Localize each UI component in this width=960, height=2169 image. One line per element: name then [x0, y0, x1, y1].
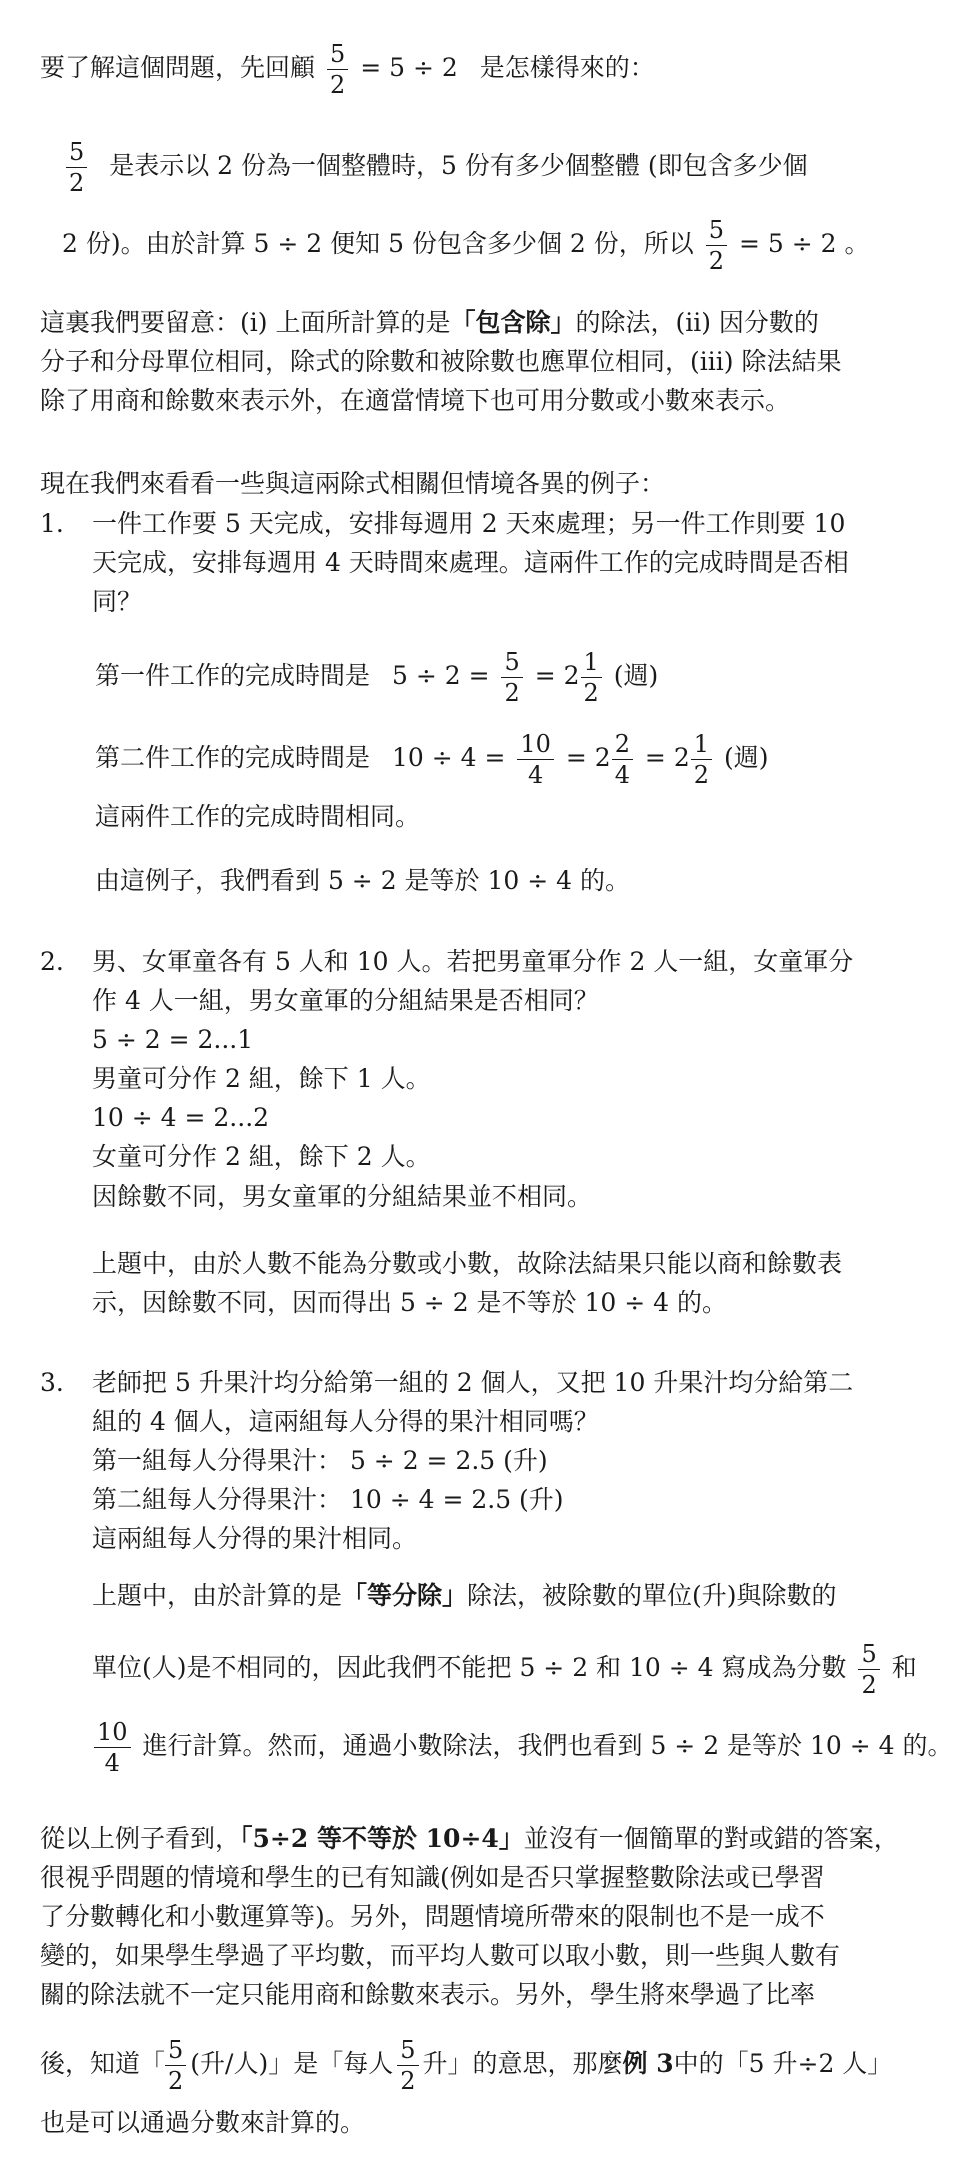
example-1-line-1: 一件工作要 5 天完成，安排每週用 2 天來處理；另一件工作則要 10 [92, 509, 846, 538]
summary-line-4: 變的，如果學生學過了平均數，而平均人數可以取小數，則一些與人數有 [40, 1941, 841, 1970]
explain-text: 是表示以 2 份為一個整體時，5 份有多少個整體 (即包含多少個 [109, 151, 808, 180]
example-1-line-3: 同？ [92, 587, 143, 616]
example-3-conclusion-2: 單位(人)是不相同的，因此我們不能把 5 ÷ 2 和 10 ÷ 4 寫成為分數 $\frac{5}{2}$ 和 [92, 1640, 917, 1699]
example-1-number: 1. [40, 509, 64, 538]
example-3-line-4: 第二組每人分得果汁： 10 ÷ 4 = 2.5 (升) [92, 1485, 564, 1514]
fraction: $\frac{5}{2}$ [66, 140, 87, 195]
example-3-conclusion-1: 上題中，由於計算的是「等分除」除法，被除數的單位(升)與除數的 [92, 1581, 837, 1610]
example-3-line-5: 這兩組每人分得的果汁相同。 [92, 1524, 418, 1553]
example-2-line-2: 作 4 人一組，男女童軍的分組結果是否相同？ [92, 986, 599, 1015]
note-line-2: 分子和分母單位相同，除式的除數和被除數也應單位相同，(iii) 除法結果 [40, 347, 842, 376]
summary-line-1: 從以上例子看到，「5÷2 等不等於 10÷4」並沒有一個簡單的對或錯的答案， [40, 1824, 899, 1853]
example-3-line-2: 組的 4 個人，這兩組每人分得的果汁相同嗎？ [92, 1407, 599, 1436]
example-1-conclusion-1: 這兩件工作的完成時間相同。 [95, 802, 421, 831]
intro-text-end: 是怎樣得來的： [479, 53, 655, 82]
fraction: $\frac{5}{2}$ [706, 218, 727, 273]
note-line-3: 除了用商和餘數來表示外，在適當情境下也可用分數或小數來表示。 [40, 386, 791, 415]
examples-intro: 現在我們來看看一些與這兩除式相關但情境各異的例子： [40, 469, 666, 498]
term-equal-sharing-division: 「等分除」 [342, 1581, 468, 1610]
example-1-answer-2: 第二件工作的完成時間是 10 ÷ 4 = $\frac{10}{4}$ = 2 $\frac{2}{4}$ = 2 $\frac{1}{2}$ (週) [95, 730, 769, 789]
intro-line [40, 42, 655, 97]
summary-line-2: 很視乎問題的情境和學生的已有知識(例如是否只掌握整數除法或已學習 [40, 1863, 825, 1892]
explain-text: = 5 ÷ 2 。 [738, 229, 870, 258]
example-2-line-5: 10 ÷ 4 = 2...2 [92, 1103, 270, 1132]
example-3-number: 3. [40, 1368, 64, 1397]
explain-line-2 [62, 218, 869, 273]
example-2-conclusion-2: 示，因餘數不同，因而得出 5 ÷ 2 是不等於 10 ÷ 4 的。 [92, 1288, 727, 1317]
explain-line-1 [62, 140, 808, 195]
summary-line-7: 也是可以通過分數來計算的。 [40, 2108, 366, 2137]
example-3-conclusion-3: $\frac{10}{4}$ 進行計算。然而，通過小數除法，我們也看到 5 ÷ 2 是等於 10 ÷ 4 的。 [94, 1720, 953, 1775]
note-line-1: 這裏我們要留意：(i) 上面所計算的是「包含除」的除法，(ii) 因分數的 [40, 308, 819, 337]
key-question: 「5÷2 等不等於 10÷4」 [240, 1824, 524, 1853]
equation-text: = 5 ÷ 2 [360, 53, 458, 82]
example-2-line-6: 女童可分作 2 組，餘下 2 人。 [92, 1142, 431, 1171]
example-3-line-1: 老師把 5 升果汁均分給第一組的 2 個人，又把 10 升果汁均分給第二 [92, 1368, 854, 1397]
example-3-line-3: 第一組每人分得果汁： 5 ÷ 2 = 2.5 (升) [92, 1446, 548, 1475]
example-2-line-1: 男、女軍童各有 5 人和 10 人。若把男童軍分作 2 人一組，女童軍分 [92, 947, 854, 976]
summary-line-5: 關的除法就不一定只能用商和餘數來表示。另外，學生將來學過了比率 [40, 1980, 816, 2009]
term-division-by-grouping: 「包含除」 [450, 308, 576, 337]
example-3-reference: 例 3 [622, 2049, 674, 2078]
fraction: $\frac{5}{2}$ [327, 42, 348, 97]
summary-line-3: 了分數轉化和小數運算等)。另外，問題情境所帶來的限制也不是一成不 [40, 1902, 825, 1931]
example-2-line-7: 因餘數不同，男女童軍的分組結果並不相同。 [92, 1182, 593, 1211]
intro-text: 要了解這個問題，先回顧 [40, 53, 316, 82]
example-2-conclusion-1: 上題中，由於人數不能為分數或小數，故除法結果只能以商和餘數表 [92, 1249, 843, 1278]
example-2-line-3: 5 ÷ 2 = 2...1 [92, 1025, 254, 1054]
example-1-line-2: 天完成，安排每週用 4 天時間來處理。這兩件工作的完成時間是否相 [92, 548, 849, 577]
example-1-answer-1: 第一件工作的完成時間是 5 ÷ 2 = $\frac{5}{2}$ = 2 $\frac{1}{2}$ (週) [95, 648, 659, 707]
summary-line-6: 後，知道「 $\frac{5}{2}$ (升/人)」是「每人 $\frac{5}{2}$ 升」的意思，那麼例 3中的「5 升÷2 人」 [40, 2036, 893, 2095]
example-2-number: 2. [40, 947, 64, 976]
explain-text: 2 份)。由於計算 5 ÷ 2 便知 5 份包含多少個 2 份，所以 [62, 229, 694, 258]
example-1-conclusion-2: 由這例子，我們看到 5 ÷ 2 是等於 10 ÷ 4 的。 [95, 866, 630, 895]
example-2-line-4: 男童可分作 2 組，餘下 1 人。 [92, 1064, 431, 1093]
